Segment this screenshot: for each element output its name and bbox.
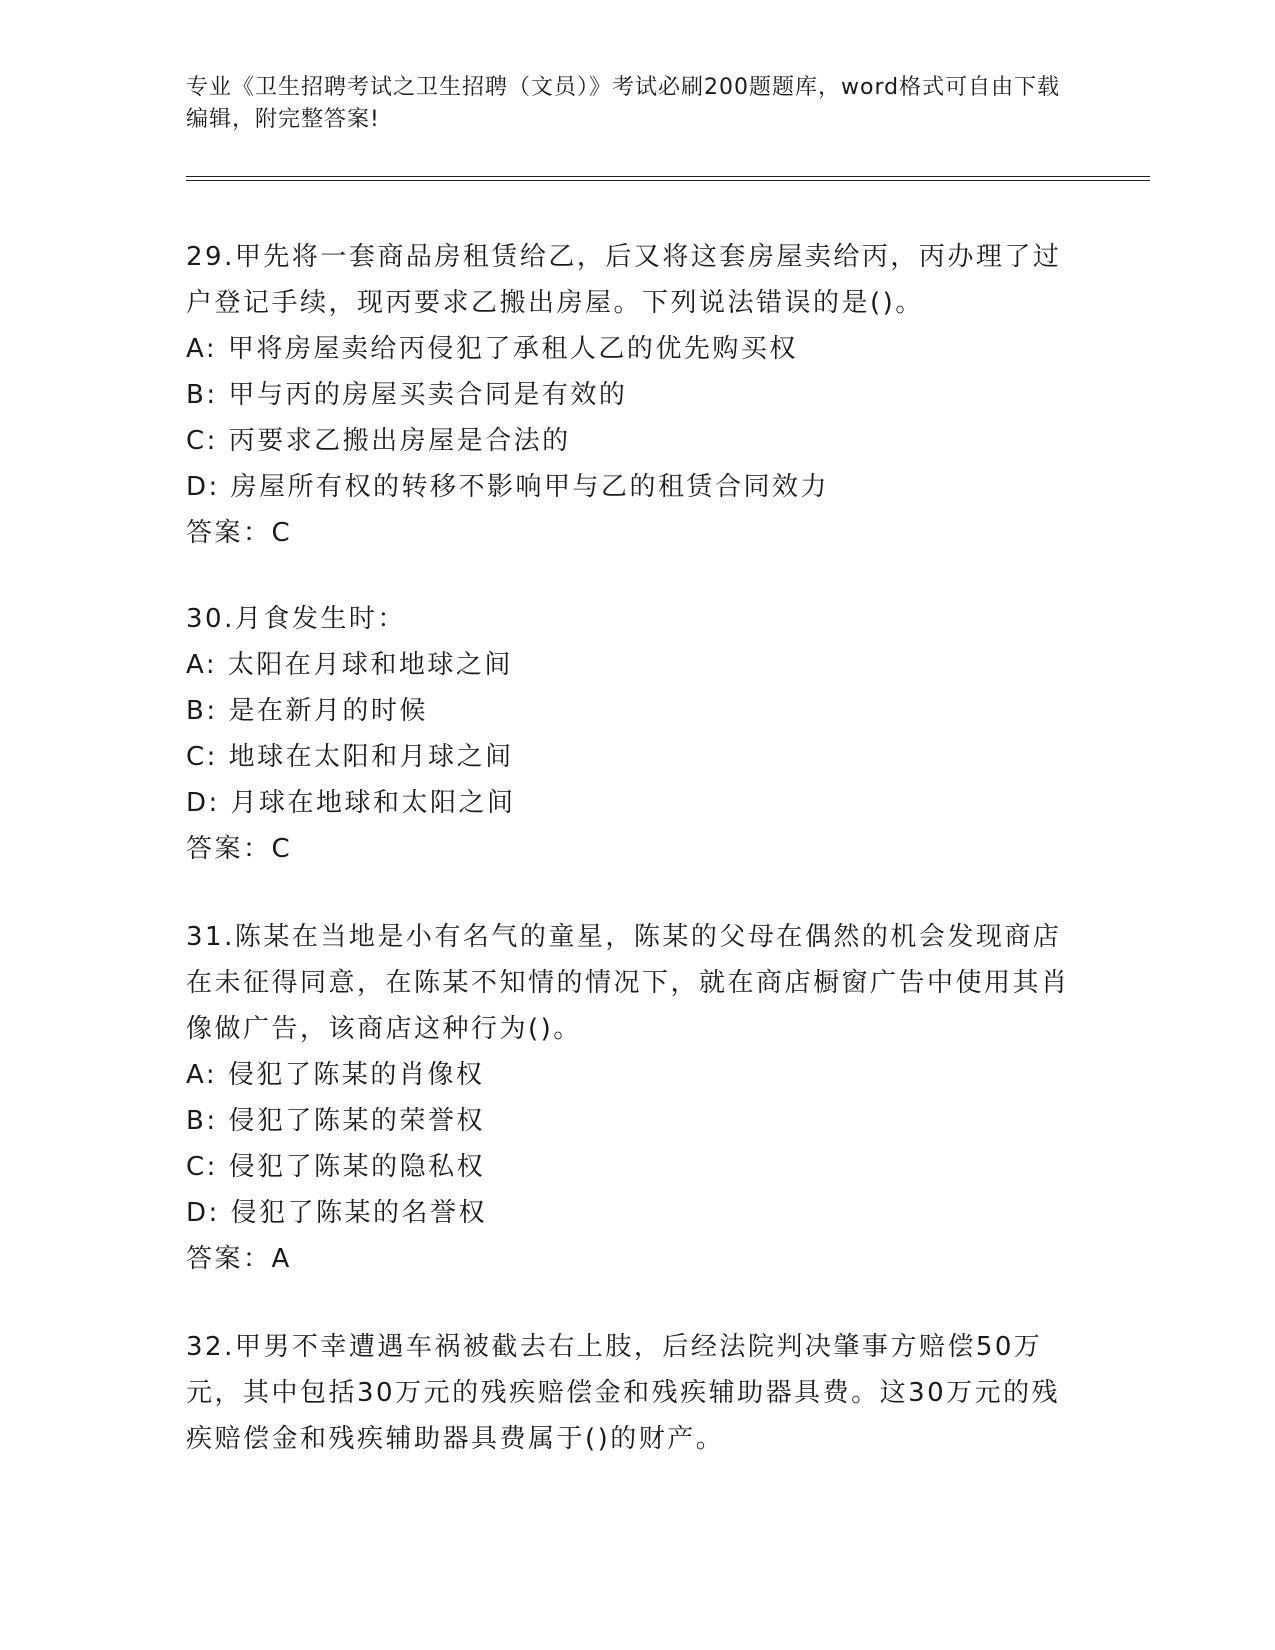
option-b: B: 是在新月的时候 [186,696,428,726]
option-d: D: 侵犯了陈某的名誉权 [186,1198,488,1228]
question-stem: 32.甲男不幸遭遇车祸被截去右上肢，后经法院判决肇事方赔偿50万元，其中包括30万元的残疾赔偿金和残疾辅助器具费。这30万元的残疾赔偿金和残疾辅助器具费属于()的财产。 [186,1332,1061,1454]
option-b: B: 侵犯了陈某的荣誉权 [186,1106,485,1136]
document-header: 专业《卫生招聘考试之卫生招聘（文员）》考试必刷200题题库，word格式可自由下载编辑，附完整答案! [186,75,1061,132]
option-d: D: 房屋所有权的转移不影响甲与乙的租赁合同效力 [186,472,830,502]
question-stem: 31.陈某在当地是小有名气的童星，陈某的父母在偶然的机会发现商店在未征得同意，在陈某不知情的情况下，就在商店橱窗广告中使用其肖像做广告，该商店这种行为()。 [186,922,1070,1044]
option-a: A: 侵犯了陈某的肖像权 [186,1060,485,1090]
option-a: A: 太阳在月球和地球之间 [186,650,513,680]
answer: 答案：A [186,1244,292,1274]
answer: 答案：C [186,518,293,548]
option-b: B: 甲与丙的房屋买卖合同是有效的 [186,380,628,410]
header-double-rule [186,176,1150,181]
option-a: A: 甲将房屋卖给丙侵犯了承租人乙的优先购买权 [186,334,798,364]
question-stem: 29.甲先将一套商品房租赁给乙，后又将这套房屋卖给丙，丙办理了过户登记手续，现丙要求乙搬出房屋。下列说法错误的是()。 [186,242,1062,318]
question-stem: 30.月食发生时： [186,604,406,634]
option-c: C: 地球在太阳和月球之间 [186,742,514,772]
option-c: C: 侵犯了陈某的隐私权 [186,1152,486,1182]
question-30 [186,596,1086,872]
question-31 [186,914,1086,1282]
question-32 [186,1324,1086,1462]
option-c: C: 丙要求乙搬出房屋是合法的 [186,426,571,456]
option-d: D: 月球在地球和太阳之间 [186,788,516,818]
question-29 [186,234,1086,556]
answer: 答案：C [186,834,293,864]
